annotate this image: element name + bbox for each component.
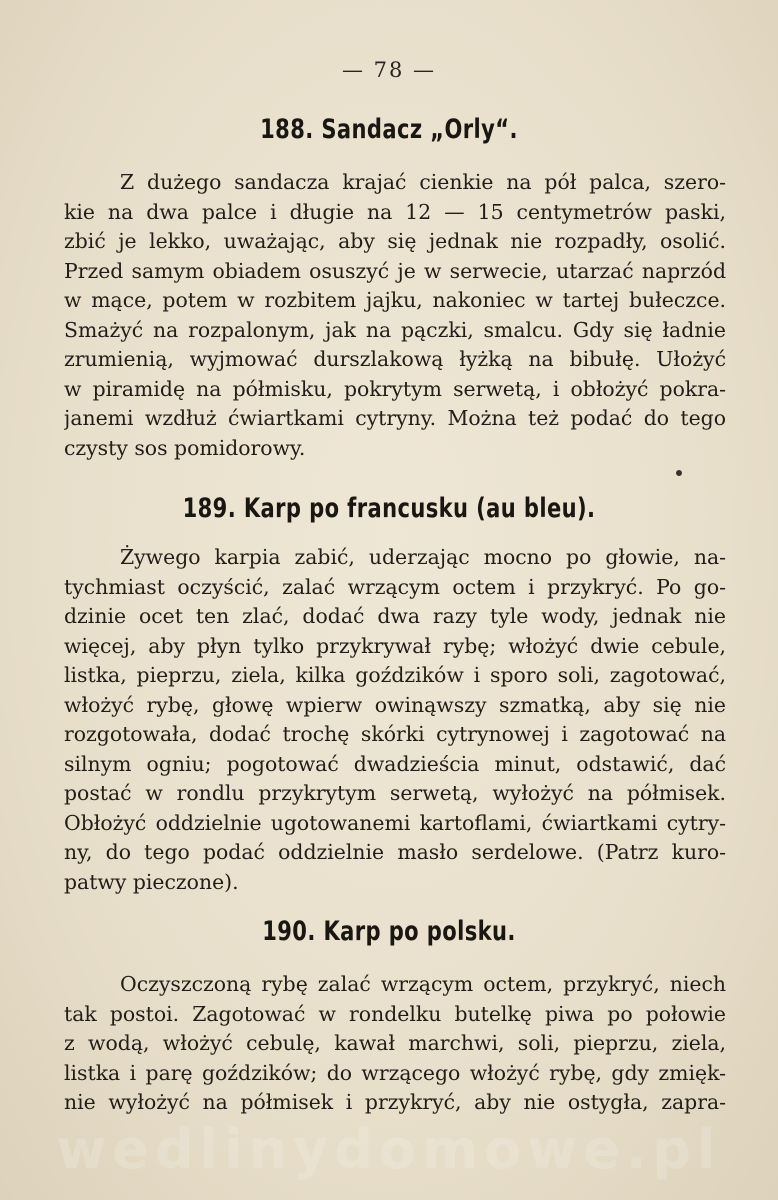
- text-line: listka, pieprzu, ziela, kilka goździków i sporo soli, zagotować,: [64, 663, 726, 687]
- text-line: silnym ogniu; pogotować dwadzieścia minut, odstawić, dać: [64, 751, 726, 776]
- text-line: Żywego karpia zabić, uderzając mocno po głowie, na-: [120, 545, 726, 569]
- text-line: więcej, aby płyn tylko przykrywał rybę; włożyć dwie cebule,: [64, 633, 726, 658]
- text-line: zbić je lekko, uważając, aby się jednak nie rozpadły, osolić.: [64, 229, 726, 253]
- recipe-body-188: [64, 168, 726, 463]
- text-line: listka i parę goździków; do wrzącego włożyć rybę, gdy zmięk-: [64, 1060, 726, 1085]
- text-line: tychmiast oczyścić, zalać wrzącym octem i przykryć. Po go-: [64, 574, 726, 599]
- text-line: ny, do tego podać oddzielnie masło serdelowe. (Patrz kuro-: [64, 840, 726, 864]
- text-line: rozgotowała, dodać trochę skórki cytrynowej i zagotować na: [64, 722, 726, 746]
- text-line: w piramidę na półmisku, pokrytym serwetą, i obłożyć pokra-: [64, 376, 726, 401]
- text-line: dzinie ocet ten zlać, dodać dwa razy tyle wody, jednak nie: [64, 604, 726, 628]
- text-line: włożyć rybę, głowę wpierw owinąwszy szmatką, aby się nie: [64, 692, 726, 717]
- recipe-title-190: 190. Karp po polsku.: [262, 916, 516, 947]
- text-line: patwy pieczone).: [64, 869, 239, 894]
- text-line: postać w rondlu przykrytym serwetą, wyłożyć na półmisek.: [64, 781, 726, 805]
- text-line: czysty sos pomidorowy.: [64, 435, 306, 460]
- text-line: Smażyć na rozpalonym, jak na pączki, smalcu. Gdy się ładnie: [64, 317, 726, 342]
- text-line: Z dużego sandacza krajać cienkie na pół palca, szero-: [120, 170, 726, 194]
- print-speck: [676, 470, 682, 476]
- recipe-body-189: [64, 543, 726, 897]
- text-line: tak postoi. Zagotować w rondelku butelkę piwa po połowie: [64, 1001, 726, 1026]
- recipe-title-189: 189. Karp po francusku (au bleu).: [182, 493, 596, 524]
- text-line: kie na dwa palce i długie na 12 — 15 centymetrów paski,: [64, 199, 726, 224]
- text-line: Przed samym obiadem osuszyć je w serwecie, utarzać naprzód: [64, 258, 726, 283]
- recipe-title-188: 188. Sandacz „Orly“.: [260, 114, 518, 145]
- text-line: Obłożyć oddzielnie ugotowanemi kartoflami, ćwiartkami cytry-: [64, 810, 726, 835]
- text-line: w mące, potem w rozbitem jajku, nakoniec w tartej bułeczce.: [64, 288, 726, 312]
- text-line: Oczyszczoną rybę zalać wrzącym octem, przykryć, niech: [120, 972, 726, 996]
- recipe-body-190: [64, 970, 726, 1118]
- text-line: nie wyłożyć na półmisek i przykryć, aby nie ostygła, zapra-: [64, 1090, 726, 1114]
- text-line: janemi wzdłuż ćwiartkami cytryny. Można też podać do tego: [64, 406, 726, 430]
- page-number: — 78 —: [341, 58, 437, 82]
- watermark: wedlinydomowe.pl: [56, 1118, 722, 1181]
- text-line: zrumienią, wyjmować durszlakową łyżką na bibułę. Ułożyć: [64, 347, 726, 371]
- text-line: z wodą, włożyć cebulę, kawał marchwi, soli, pieprzu, ziela,: [64, 1031, 726, 1055]
